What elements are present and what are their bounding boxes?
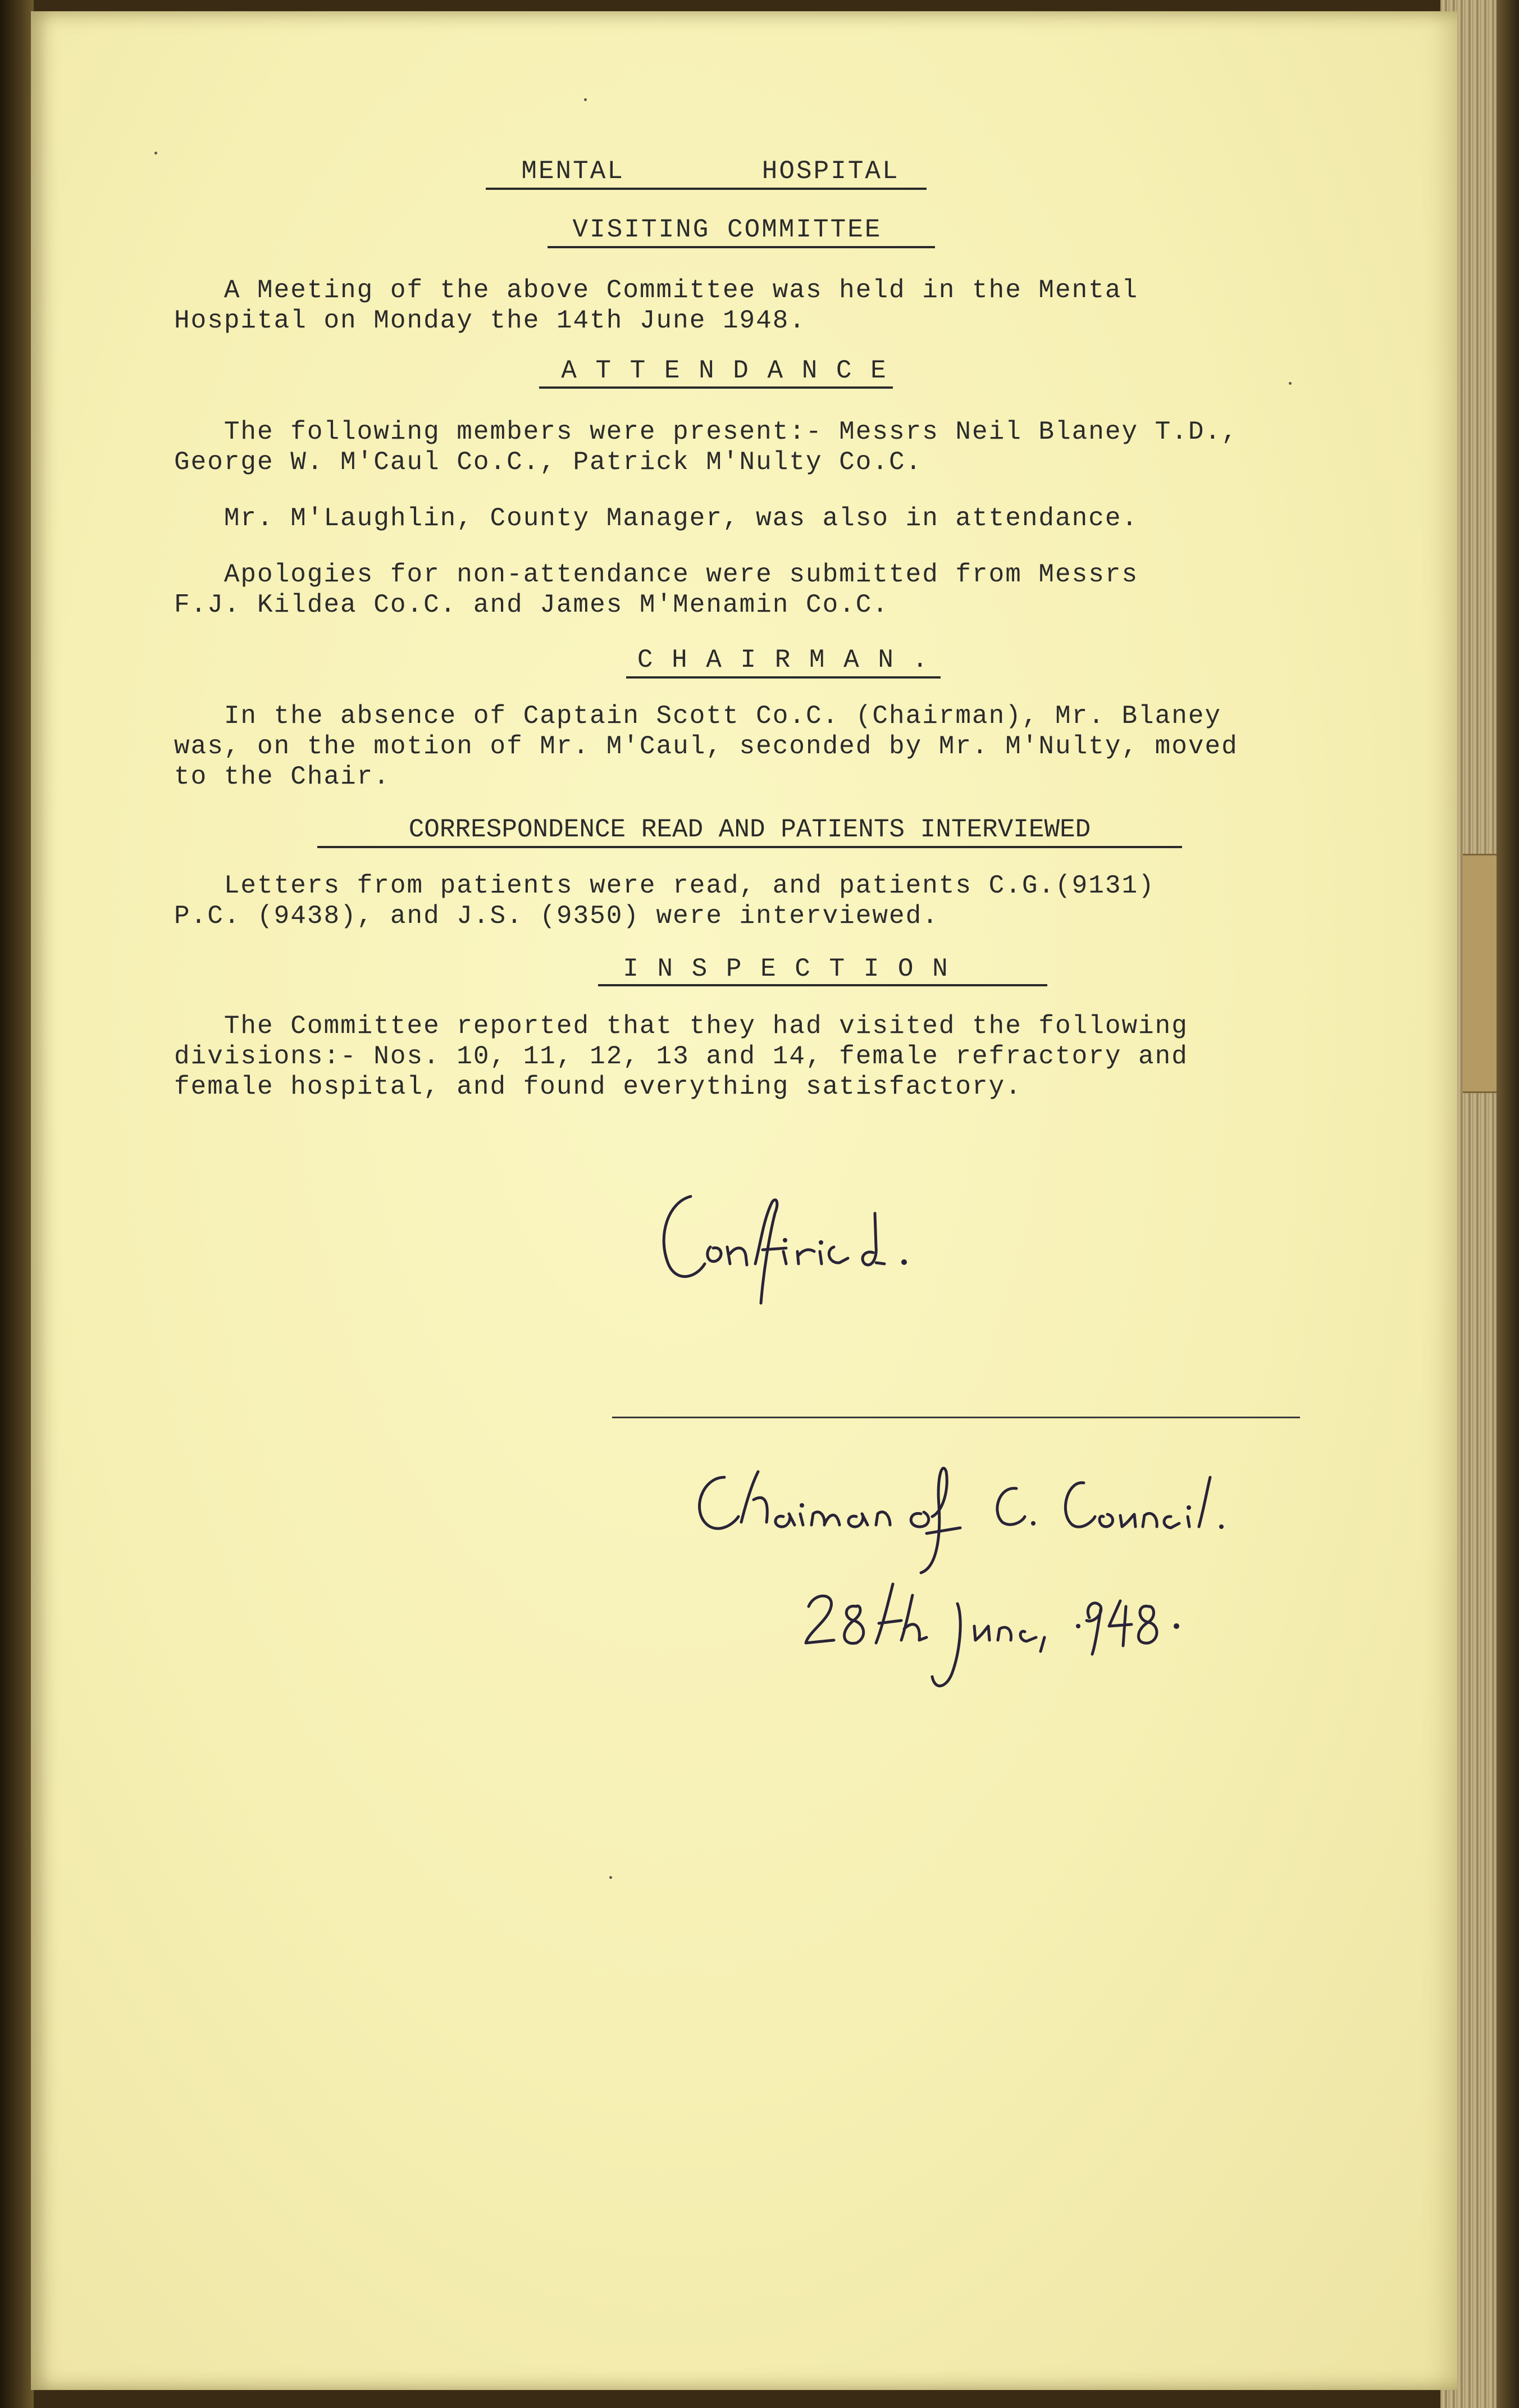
paper-speck	[609, 1876, 612, 1879]
signature-line	[612, 1417, 1300, 1418]
document-subtitle: VISITING COMMITTEE	[572, 215, 882, 244]
attendance-apologies-paragraph: Apologies for non-attendance were submitted from Messrs F.J. Kildea Co.C. and James M'Menamin Co.C.	[174, 560, 1139, 620]
document-title: MENTAL HOSPITAL	[521, 157, 900, 186]
inspection-paragraph: The Committee reported that they had visited the following divisions:- Nos. 10, 11, 12, 13 and 14, female refractory and female hospital, and found everything satisfactory.	[174, 1012, 1188, 1101]
paper-speck	[1289, 382, 1292, 385]
chairman-paragraph: In the absence of Captain Scott Co.C. (Chairman), Mr. Blaney was, on the motion of Mr. M'Caul, seconded by Mr. M'Nulty, moved to the Chair.	[174, 702, 1238, 791]
signature-date-drawing	[789, 1573, 1193, 1696]
handwritten-signature-title	[685, 1460, 1292, 1578]
section-heading-attendance: A T T E N D A N C E	[561, 356, 888, 385]
subtitle-underline	[548, 246, 935, 248]
chairman-underline	[626, 676, 941, 679]
book-binding	[0, 0, 34, 2408]
paper-speck	[154, 152, 157, 154]
signature-title-drawing	[685, 1460, 1292, 1578]
correspondence-paragraph: Letters from patients were read, and patients C.G.(9131) P.C. (9438), and J.S. (9350) were interviewed.	[174, 871, 1155, 931]
attendance-members-paragraph: The following members were present:- Messrs Neil Blaney T.D., George W. M'Caul Co.C., Patrick M'Nulty Co.C.	[174, 417, 1238, 477]
confirmed-handwriting-drawing	[651, 1180, 943, 1314]
handwritten-confirmed	[651, 1180, 943, 1314]
document-page	[31, 11, 1457, 2390]
paper-speck	[584, 98, 587, 101]
section-heading-inspection: I N S P E C T I O N	[623, 954, 950, 984]
correspondence-underline	[317, 846, 1182, 848]
inspection-underline	[598, 984, 1047, 986]
section-heading-correspondence: CORRESPONDENCE READ AND PATIENTS INTERVIEWED	[408, 815, 1091, 844]
page-tab-marker	[1463, 854, 1497, 1093]
intro-paragraph: A Meeting of the above Committee was held in the Mental Hospital on Monday the 14th June 1948.	[174, 276, 1139, 335]
attendance-manager-paragraph: Mr. M'Laughlin, County Manager, was also in attendance.	[174, 504, 1139, 533]
handwritten-signature-date	[789, 1573, 1193, 1696]
section-heading-chairman: C H A I R M A N .	[637, 645, 930, 675]
page-edges-shadow	[1497, 0, 1519, 2408]
attendance-underline	[539, 386, 893, 389]
title-underline	[486, 188, 927, 190]
